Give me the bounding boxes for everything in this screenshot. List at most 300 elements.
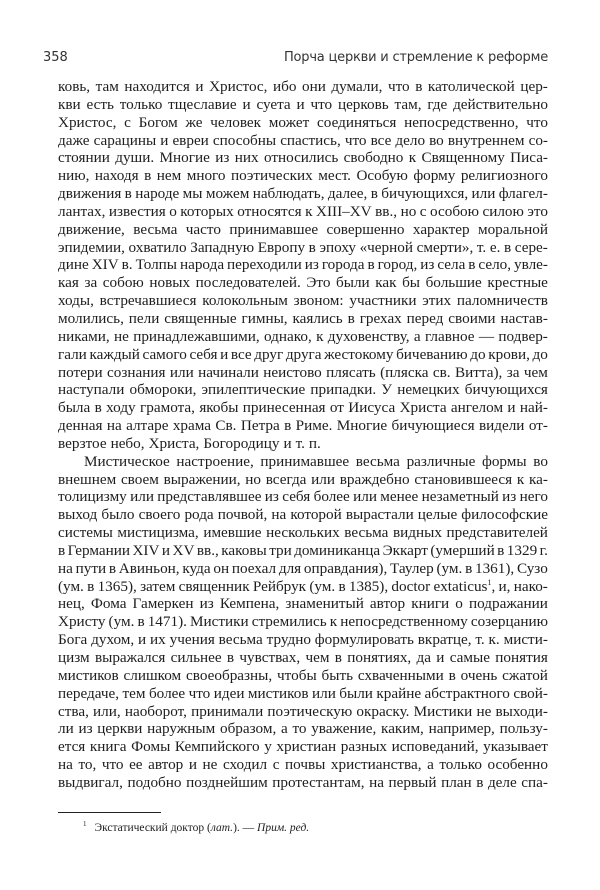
word: в xyxy=(497,541,505,559)
word: дине xyxy=(58,256,89,274)
word: грамота, xyxy=(140,399,195,417)
word: враждебно xyxy=(339,470,410,488)
word: весьма xyxy=(344,524,389,542)
word: звоном: xyxy=(293,292,344,310)
text-line xyxy=(58,203,548,221)
word: из xyxy=(502,488,517,506)
word: собою xyxy=(102,274,144,292)
word: села xyxy=(437,256,466,274)
word: наступали xyxy=(58,381,125,399)
word: протестантам, xyxy=(272,773,365,791)
word: каким, xyxy=(381,720,424,738)
text-line xyxy=(58,364,548,382)
word: вв., xyxy=(375,202,398,220)
word: моральной xyxy=(477,220,548,238)
word: может xyxy=(268,113,310,131)
word: Фомы xyxy=(131,738,171,756)
word: вырастали xyxy=(345,506,414,524)
word: в xyxy=(108,559,117,577)
text-line xyxy=(58,471,548,489)
word: эпоху xyxy=(319,238,356,256)
word: потери xyxy=(58,363,103,381)
word: и xyxy=(161,541,171,559)
word: «черной xyxy=(359,238,413,256)
word: ется xyxy=(58,738,86,756)
word: а xyxy=(427,756,434,774)
word: на xyxy=(58,559,73,577)
word: якобы xyxy=(199,399,239,417)
word: крови, xyxy=(488,345,530,363)
word: формулировать xyxy=(314,631,414,649)
word: наблюдать, xyxy=(252,185,325,203)
word: далее, xyxy=(327,185,368,203)
word: есть xyxy=(86,95,114,113)
footnote-reference[interactable]: 1 xyxy=(487,577,492,587)
text-line xyxy=(58,185,548,203)
word: Витта), xyxy=(455,363,503,381)
word: (пляска xyxy=(380,363,429,381)
word: принадлежавшими, xyxy=(133,327,260,345)
word: системы xyxy=(58,524,113,542)
word: и xyxy=(220,345,229,363)
word: схваченными xyxy=(357,666,444,684)
word: уважение, xyxy=(311,720,377,738)
word: от- xyxy=(528,417,548,435)
word: о xyxy=(455,595,463,613)
word: друг xyxy=(254,345,284,363)
word: участники xyxy=(349,292,417,310)
word: в. xyxy=(121,256,133,274)
word: из xyxy=(199,595,214,613)
word: слишком xyxy=(123,666,182,684)
word: понятиях, xyxy=(347,649,412,666)
word: трудно xyxy=(266,631,311,649)
word: весьма xyxy=(133,220,178,238)
word: 1471). xyxy=(147,613,187,631)
word: человек xyxy=(210,113,262,131)
word: ходы, xyxy=(58,292,94,310)
word: мы xyxy=(182,185,203,203)
word: алтаре xyxy=(126,417,169,435)
word: за xyxy=(84,274,98,292)
word: различные xyxy=(406,452,476,470)
word: doctor xyxy=(391,577,431,595)
word: это xyxy=(527,202,548,220)
word: или xyxy=(471,185,496,203)
word: крайне xyxy=(376,684,422,702)
word: Особую xyxy=(356,167,408,185)
word: города xyxy=(321,256,365,274)
word: что xyxy=(526,113,548,131)
word: только xyxy=(439,756,482,774)
word: т. xyxy=(295,434,305,452)
text-line xyxy=(58,613,548,631)
word: мистиков xyxy=(58,666,119,684)
word: Эккарт xyxy=(382,541,428,559)
word: священные xyxy=(164,309,237,327)
word: в xyxy=(144,167,152,185)
word: священник xyxy=(178,577,250,595)
word: город, xyxy=(377,256,418,274)
word: где xyxy=(427,95,448,113)
word: кая xyxy=(58,274,79,292)
word: принимавшее xyxy=(260,452,350,470)
word: была xyxy=(58,399,91,417)
word: тщеславие xyxy=(168,95,237,113)
word: автор xyxy=(369,595,406,613)
word: в xyxy=(338,577,346,595)
word: из xyxy=(420,256,435,274)
word: учения xyxy=(169,631,215,649)
word: нец, xyxy=(58,595,85,613)
word: никами, xyxy=(58,327,110,345)
word: нию, xyxy=(58,167,90,185)
text-line xyxy=(58,114,548,132)
word: о xyxy=(169,202,177,220)
text-line xyxy=(58,542,548,560)
word: мест. xyxy=(318,167,351,185)
word: Кемпена, xyxy=(219,595,280,613)
word: народа xyxy=(179,256,225,274)
word: незаметный xyxy=(421,488,499,506)
word: мисти- xyxy=(503,631,548,649)
word: до xyxy=(532,345,548,363)
word: XIV xyxy=(132,541,160,559)
word: сходил xyxy=(222,756,268,774)
word: более xyxy=(148,684,186,702)
word: нескольких xyxy=(266,524,340,542)
word: Рейбрук xyxy=(252,577,307,595)
word: Иисуса xyxy=(348,399,396,417)
word: наружным xyxy=(147,720,216,738)
word: к xyxy=(305,202,313,220)
text-line xyxy=(58,595,548,613)
word: грехах xyxy=(359,309,402,327)
text-line xyxy=(58,399,548,417)
word: Западную xyxy=(190,238,255,256)
word: в xyxy=(58,541,66,559)
running-header xyxy=(43,50,548,70)
word: силою xyxy=(482,202,524,220)
word: книга xyxy=(89,738,127,756)
word: мистиков xyxy=(247,684,309,702)
word: разных xyxy=(340,738,388,756)
text-line xyxy=(58,256,548,274)
word: в xyxy=(415,78,423,95)
word: новых xyxy=(149,274,191,292)
word: сарацины xyxy=(93,131,157,149)
word: свободно xyxy=(343,149,404,167)
word: тем xyxy=(122,684,146,702)
word: в xyxy=(124,185,132,203)
word: образом, xyxy=(219,720,277,738)
word: во xyxy=(429,131,444,149)
word: верзтое xyxy=(58,434,107,452)
word: паломничеств xyxy=(456,292,548,310)
word: да xyxy=(416,649,431,666)
word: христианства, xyxy=(330,756,422,774)
word: Многие xyxy=(336,417,388,435)
word: Мистическое xyxy=(84,452,170,470)
word: (ум. xyxy=(108,613,135,631)
page-body xyxy=(58,78,548,792)
word: Св. xyxy=(215,417,237,435)
word: способны xyxy=(212,131,277,149)
word: не xyxy=(476,702,492,720)
word: 1361), xyxy=(474,559,515,577)
word: а xyxy=(280,720,288,738)
word: представителей xyxy=(446,524,548,542)
word: суета xyxy=(256,95,291,113)
word: XV xyxy=(172,541,195,559)
word: имевшие xyxy=(203,524,262,542)
word: подражании xyxy=(468,595,548,613)
word: Авиньон, xyxy=(118,559,180,577)
word: крестные xyxy=(487,274,548,292)
word: или xyxy=(311,470,335,488)
word: и xyxy=(296,95,305,113)
text-line xyxy=(58,649,548,667)
word: бы xyxy=(402,274,421,292)
footnote-divider xyxy=(58,812,161,813)
word: со- xyxy=(528,131,548,149)
word: народе xyxy=(135,185,180,203)
word: из xyxy=(78,720,93,738)
word: относятся xyxy=(237,202,302,220)
word: охватило xyxy=(128,238,187,256)
word: их xyxy=(150,631,166,649)
footnote-text-mid: ). — xyxy=(233,822,258,834)
word: ства, xyxy=(58,702,89,720)
word: даже xyxy=(58,131,90,149)
word: христиан xyxy=(276,738,337,756)
word: Христа xyxy=(399,399,447,417)
word: своего xyxy=(138,506,181,524)
word: немецких xyxy=(397,381,460,399)
word: в xyxy=(448,666,456,684)
word: Христос, xyxy=(58,113,117,131)
word: Мистики xyxy=(413,702,473,720)
word: всегда xyxy=(265,470,307,488)
word: Писа- xyxy=(510,149,548,167)
word: переходили xyxy=(227,256,302,274)
word: друга xyxy=(285,345,322,363)
word: план xyxy=(441,773,472,791)
word: св. xyxy=(432,363,451,381)
word: чем xyxy=(305,649,330,666)
word: находится xyxy=(124,78,190,95)
word: большие xyxy=(425,274,482,292)
word: окраску. xyxy=(356,702,410,720)
word: ковь, xyxy=(58,78,91,95)
word: Германии xyxy=(67,541,130,559)
word: чтобы xyxy=(277,666,317,684)
text-line xyxy=(58,292,548,310)
word: подобно xyxy=(127,773,182,791)
word: молились, xyxy=(58,309,124,327)
word: позднейшим xyxy=(186,773,268,791)
word: настав- xyxy=(500,309,548,327)
word: с xyxy=(272,756,280,774)
word: понятия xyxy=(495,649,548,666)
word: все xyxy=(230,345,252,363)
word: особенно xyxy=(487,756,548,774)
word: души. xyxy=(115,149,155,167)
word: в xyxy=(87,577,95,595)
word: совершенно xyxy=(326,220,405,238)
word: можем xyxy=(205,185,250,203)
word: философские xyxy=(461,506,548,524)
word: или xyxy=(353,488,377,506)
word: были xyxy=(339,684,373,702)
word: к xyxy=(516,470,525,488)
footnote-editor-note: Прим. ред. xyxy=(257,822,310,834)
word: этих xyxy=(422,292,452,310)
word: ли xyxy=(58,720,74,738)
word: (ум. xyxy=(309,577,336,595)
word: католической xyxy=(427,78,515,95)
text-line xyxy=(58,239,548,257)
word: они xyxy=(302,78,326,95)
word: на xyxy=(58,756,73,774)
word: плясать xyxy=(326,363,376,381)
word: цизм xyxy=(58,649,90,666)
word: флагел- xyxy=(498,185,548,203)
text-line xyxy=(58,631,548,649)
word: чем xyxy=(523,363,548,381)
word: как xyxy=(375,274,397,292)
word: в xyxy=(504,238,512,256)
word: г. xyxy=(539,541,548,559)
word: были xyxy=(336,274,370,292)
word: Христос, xyxy=(209,78,268,95)
word: и xyxy=(188,756,197,774)
word: XIV xyxy=(91,256,119,274)
word: спастись, xyxy=(280,131,341,149)
word: выражался xyxy=(94,649,166,666)
word: передаче, xyxy=(58,684,120,702)
word: но xyxy=(245,470,261,488)
word: пели xyxy=(128,309,160,327)
word: гимны, xyxy=(241,309,288,327)
text-line xyxy=(58,274,548,292)
word: Многие xyxy=(159,149,210,167)
word: то xyxy=(292,720,307,738)
word: известия xyxy=(108,202,166,220)
word: форму xyxy=(413,167,456,185)
word: к xyxy=(329,613,338,631)
text-line xyxy=(58,506,548,524)
word: в xyxy=(284,417,292,435)
word: т. xyxy=(476,238,487,256)
word: действительно xyxy=(453,95,548,113)
word: небо, xyxy=(110,434,145,452)
text-line xyxy=(58,221,548,239)
word: ка- xyxy=(528,470,548,488)
word: 1365), xyxy=(97,577,137,595)
word: затем xyxy=(140,577,176,595)
word: бичующиеся xyxy=(391,417,475,435)
word: движения xyxy=(58,185,122,203)
word: денная xyxy=(58,417,103,435)
word: ангелом xyxy=(450,399,504,417)
word: толицизму xyxy=(58,488,127,506)
word: знаменитый xyxy=(285,595,364,613)
word: поэтическую xyxy=(267,702,353,720)
word: Кемпийского xyxy=(174,738,260,756)
text-line xyxy=(58,685,548,703)
text-line xyxy=(58,310,548,328)
word: видели xyxy=(478,417,525,435)
word: что xyxy=(344,131,367,149)
word: церкви xyxy=(97,720,143,738)
word: находя xyxy=(94,167,139,185)
word: выходи- xyxy=(495,702,548,720)
word: сжатой xyxy=(502,666,548,684)
word: Петра xyxy=(240,417,280,435)
word: и xyxy=(507,399,516,417)
word: и, xyxy=(498,577,511,595)
word: весьма xyxy=(218,631,263,649)
word: 1329 xyxy=(506,541,538,559)
word: книги xyxy=(411,595,450,613)
word: движение, xyxy=(58,220,125,238)
word: что xyxy=(387,78,410,95)
word: три xyxy=(269,541,292,559)
text-line xyxy=(58,774,548,792)
word: е. xyxy=(489,238,501,256)
word: же xyxy=(185,113,203,131)
word: Таулер xyxy=(390,559,434,577)
word: спа- xyxy=(521,773,548,791)
word: думали, xyxy=(331,78,383,95)
word: не xyxy=(202,756,218,774)
word: сере- xyxy=(514,238,548,256)
word: начинали xyxy=(198,363,259,381)
word: (ум. xyxy=(436,559,463,577)
word: смерти», xyxy=(416,238,474,256)
text-line xyxy=(58,149,548,167)
word: однако, xyxy=(264,327,312,345)
text-line xyxy=(58,560,548,578)
word: принимали xyxy=(191,702,264,720)
word: в xyxy=(370,185,378,203)
word: ходу xyxy=(106,399,136,417)
word: Сузо xyxy=(516,559,548,577)
word: Христа, xyxy=(148,434,200,452)
word: что xyxy=(101,756,124,774)
word: до xyxy=(470,345,486,363)
word: на xyxy=(106,417,122,435)
text-line xyxy=(58,435,548,453)
word: село, xyxy=(478,256,512,274)
word: автор xyxy=(148,756,184,774)
word: или, xyxy=(93,702,121,720)
word: выражении, xyxy=(163,470,241,488)
word: кви xyxy=(58,95,81,113)
page-number: 358 xyxy=(43,50,68,65)
word: там, xyxy=(394,95,422,113)
word: внутреннем xyxy=(447,131,525,149)
text-line xyxy=(58,720,548,738)
word: принимавшее xyxy=(229,220,319,238)
word: т. xyxy=(475,631,485,649)
text-line xyxy=(58,381,548,399)
word: почвы xyxy=(285,756,326,774)
word: выдвигал, xyxy=(58,773,123,791)
word: най- xyxy=(519,399,548,417)
word: непосредственному xyxy=(340,613,468,631)
